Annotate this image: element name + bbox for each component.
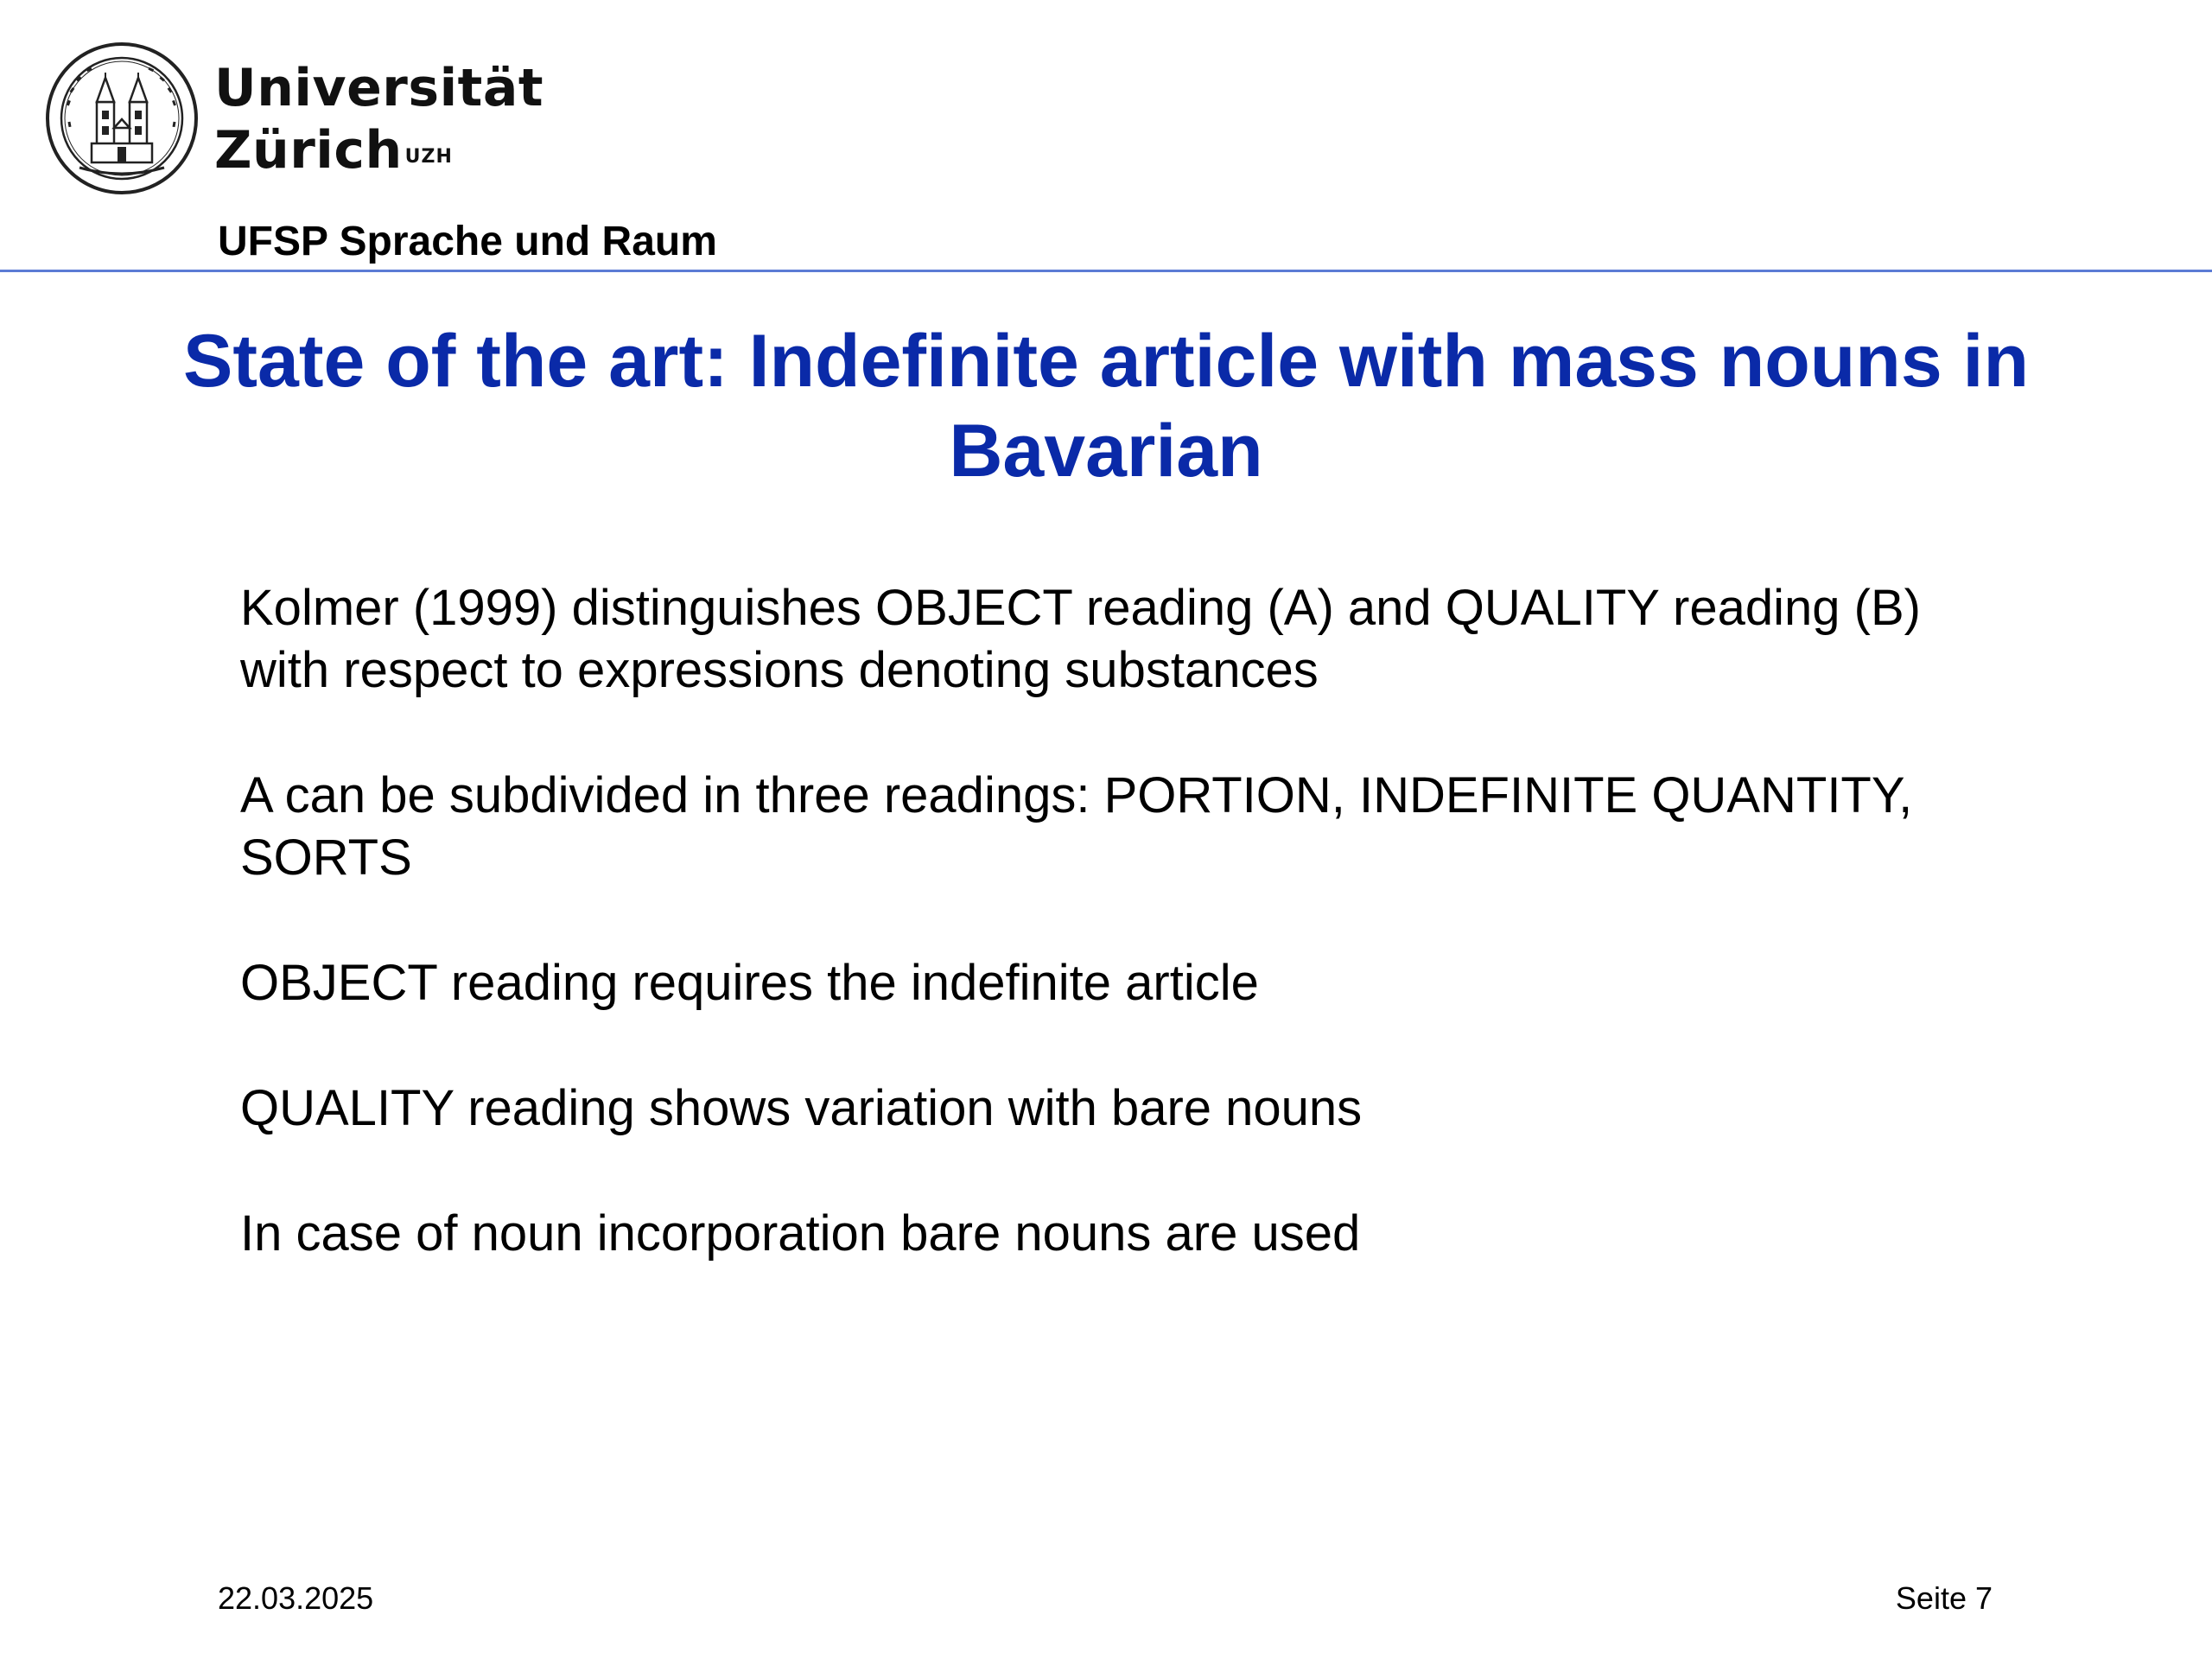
wordmark-line1: Universität xyxy=(214,58,544,118)
footer-page-number: Seite 7 xyxy=(1895,1580,1993,1616)
paragraph: QUALITY reading shows variation with bare nouns xyxy=(240,1080,1363,1136)
unit-name: UFSP Sprache und Raum xyxy=(218,219,717,264)
wordmark-line2 xyxy=(214,119,543,181)
header-divider xyxy=(0,270,2212,272)
paragraph: Kolmer (1999) distinguishes OBJECT reading (A) and QUALITY reading (B) with respect to expressions denoting substances xyxy=(240,580,1921,698)
slide-title: State of the art: Indefinite article with mass nouns in Bavarian xyxy=(183,320,2029,493)
paragraph: OBJECT reading requires the indefinite article xyxy=(240,955,1259,1011)
paragraph: In case of noun incorporation bare nouns are used xyxy=(240,1205,1361,1262)
wordmark-superscript: UZH xyxy=(404,146,453,168)
footer-date: 22.03.2025 xyxy=(218,1580,374,1616)
university-seal-logo xyxy=(45,41,199,195)
paragraph: A can be subdivided in three readings: PORTION, INDEFINITE QUANTITY, SORTS xyxy=(240,767,1913,886)
slide-content xyxy=(240,577,2003,1328)
university-wordmark xyxy=(214,57,543,181)
wordmark-city: Zürich xyxy=(214,120,403,181)
